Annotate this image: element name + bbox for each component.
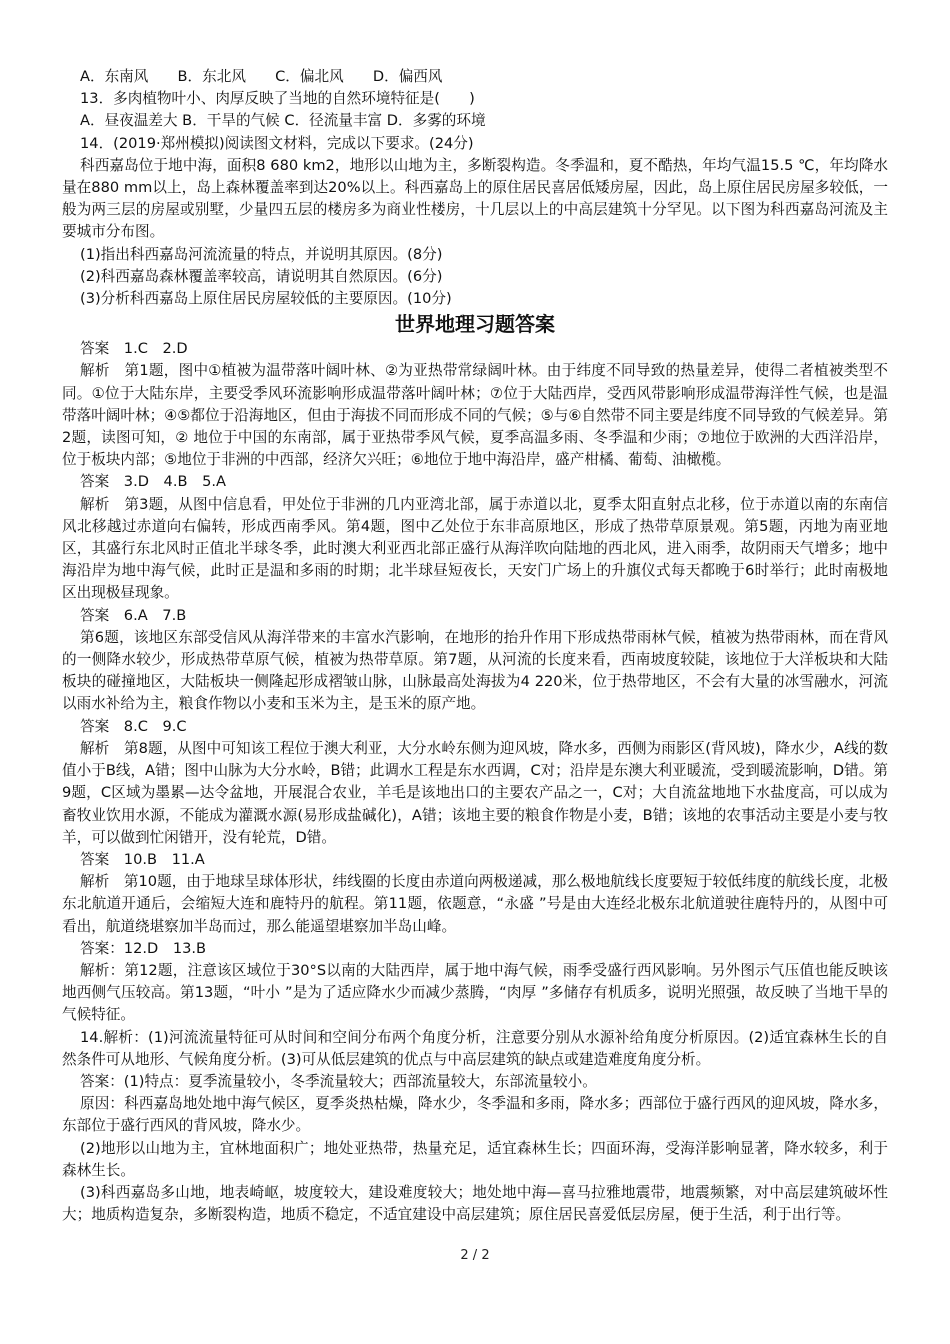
explanation-8-9: 解析 第8题，从图中可知该工程位于澳大利亚，大分水岭东侧为迎风坡，降水多，西侧为雨影区(背风坡)，降水少，A线的数值小于B线，A错；图中山脉为大分水岭，B错；此调水工程是东水西调，C对；沿岸是东澳大利亚暖流，受到暖流影响，D错。第9题，C区域为墨累—达令盆地，开展混合农业，羊毛是该地出口的主要农产品之一，C对；大自流盆地地下水盐度高，可以成为畜牧业饮用水源，不能成为灌溉水源(易形成盐碱化)，A错；该地主要的粮食作物是小麦，B错；该地的农事活动主要是小麦与牧羊，可以做到忙闲错开，没有轮荒，D错。 (62, 739, 888, 846)
answer-1-2: 答案 1.C 2.D (80, 340, 188, 358)
q14-stem: 14．(2019·郑州模拟)阅读图文材料，完成以下要求。(24分) (80, 134, 474, 152)
q14-material: 科西嘉岛位于地中海，面积8 680 km2，地形以山地为主，多断裂构造。冬季温和，夏不酷热，年均气温15.5 ℃，年均降水量在880 mm以上，岛上森林覆盖率到达20%以上。科西嘉岛上的原住居民喜居低矮房屋，因此，岛上原住居民房屋多较低，一般为两三层的房屋或别墅，少量四五层的楼房多为商业性楼房，十几层以上的中高层建筑十分罕见。以下图为科西嘉岛河流及主要城市分布图。 (62, 156, 888, 241)
answers-title: 世界地理习题答案 (395, 312, 555, 337)
q14-sub3: (3)分析科西嘉岛上原住居民房屋较低的主要原因。(10分) (80, 290, 452, 308)
answer-10-11: 答案 10.B 11.A (80, 850, 205, 868)
q13-stem: 13．多肉植物叶小、肉厚反映了当地的自然环境特征是( ) (80, 90, 475, 108)
answer-14-1-reason: 原因：科西嘉岛地处地中海气候区，夏季炎热枯燥，降水少，冬季温和多雨，降水多；西部位于盛行西风的迎风坡，降水多，东部位于盛行西风的背风坡，降水少。 (62, 1095, 888, 1135)
answer-12-13: 答案：12.D 13.B (80, 939, 207, 957)
q14-sub2: (2)科西嘉岛森林覆盖率较高，请说明其自然原因。(6分) (80, 267, 443, 285)
explanation-10-11: 解析 第10题，由于地球呈球体形状，纬线圈的长度由赤道向两极递减，那么极地航线长度要短于较低纬度的航线长度，北极东北航道开通后，会缩短大连和鹿特丹的航程。第11题，依题意，“永盛 ”号是由大连经北极东北航道驶往鹿特丹的，从图中可看出，航道绕堪察加半岛而过，那么能遥望堪察加半岛山峰。 (62, 873, 888, 935)
answer-14-2: (2)地形以山地为主，宜林地面积广；地处亚热带，热量充足，适宜森林生长；四面环海，受海洋影响显著，降水较多，利于森林生长。 (62, 1139, 888, 1179)
q12-options: A．东南风 B．东北风 C．偏北风 D．偏西风 (80, 68, 443, 85)
page-number: 2 / 2 (460, 1248, 490, 1263)
answer-6-7: 答案 6.A 7.B (80, 606, 187, 624)
explanation-14: 14.解析：(1)河流流量特征可从时间和空间分布两个角度分析，注意要分别从水源补给角度分析原因。(2)适宜森林生长的自然条件可从地形、气候角度分析。(3)可从低层建筑的优点与中高层建筑的缺点或建造难度角度分析。 (62, 1028, 888, 1068)
answer-3-5: 答案 3.D 4.B 5.A (80, 473, 226, 491)
document-body (62, 66, 888, 1226)
answer-14-3: (3)科西嘉岛多山地，地表崎岖，坡度较大，建设难度较大；地处地中海—喜马拉雅地震带，地震频繁，对中高层建筑破坏性大；地质构造复杂，多断裂构造，地质不稳定，不适宜建设中高层建筑；原住居民喜爱低层房屋，便于生活，利于出行等。 (62, 1183, 888, 1224)
answer-14-1: 答案：(1)特点：夏季流量较小，冬季流量较大；西部流量较大，东部流量较小。 (80, 1072, 597, 1090)
q14-sub1: (1)指出科西嘉岛河流流量的特点，并说明其原因。(8分) (80, 245, 443, 263)
answer-8-9: 答案 8.C 9.C (80, 717, 187, 735)
explanation-6-7: 第6题，该地区东部受信风从海洋带来的丰富水汽影响，在地形的抬升作用下形成热带雨林气候，植被为热带雨林，而在背风的一侧降水较少，形成热带草原气候，植被为热带草原。第7题，从河流的长度来看，西南坡度较陡，该地位于大洋板块和大陆板块的碰撞地区，大陆板块一侧隆起形成褶皱山脉，山脉最高处海拔为4 220米，位于热带地区，不会有大量的冰雪融水，河流以雨水补给为主，粮食作物以小麦和玉米为主，是玉米的原产地。 (62, 628, 888, 713)
explanation-3-5: 解析 第3题，从图中信息看，甲处位于非洲的几内亚湾北部，属于赤道以北，夏季太阳直射点北移，位于赤道以南的东南信风北移越过赤道向右偏转，形成西南季风。第4题，图中乙处位于东非高原地区，形成了热带草原景观。第5题，丙地为南亚地区，其盛行东北风时正值北半球冬季，此时澳大利亚西北部正盛行从海洋吹向陆地的西北风，进入雨季，故阴雨天气增多；地中海沿岸为地中海气候，此时正是温和多雨的时期；北半球昼短夜长，天安门广场上的升旗仪式每天都晚于6时举行；此时南极地区出现极昼现象。 (62, 495, 888, 602)
explanation-12-13: 解析：第12题，注意该区域位于30°S以南的大陆西岸，属于地中海气候，雨季受盛行西风影响。另外图示气压值也能反映该地西侧气压较高。第13题，“叶小 ”是为了适应降水少而减少蒸腾，“肉厚 ”多储存有机质多，说明光照强，故反映了当地干旱的气候特征。 (62, 961, 888, 1024)
q13-options: A．昼夜温差大 B．干旱的气候 C．径流量丰富 D．多雾的环境 (80, 112, 486, 130)
explanation-1-2: 解析 第1题，图中①植被为温带落叶阔叶林、②为亚热带常绿阔叶林。由于纬度不同导致的热量差异，使得二者植被类型不同。①位于大陆东岸，主要受季风环流影响形成温带落叶阔叶林；⑦位于大陆西岸，受西风带影响形成温带海洋性气候，也是温带落叶阔叶林；④⑤都位于沿海地区，但由于海拔不同而形成不同的气候；⑤与⑥自然带不同主要是纬度不同导致的气候差异。第2题，读图可知，② 地位于中国的东南部，属于亚热带季风气候，夏季高温多雨、冬季温和少雨；⑦地位于欧洲的大西洋沿岸，位于板块内部；⑤地位于非洲的中西部，经济欠兴旺；⑥地位于地中海沿岸，盛产柑橘、葡萄、油橄榄。 (62, 362, 888, 469)
